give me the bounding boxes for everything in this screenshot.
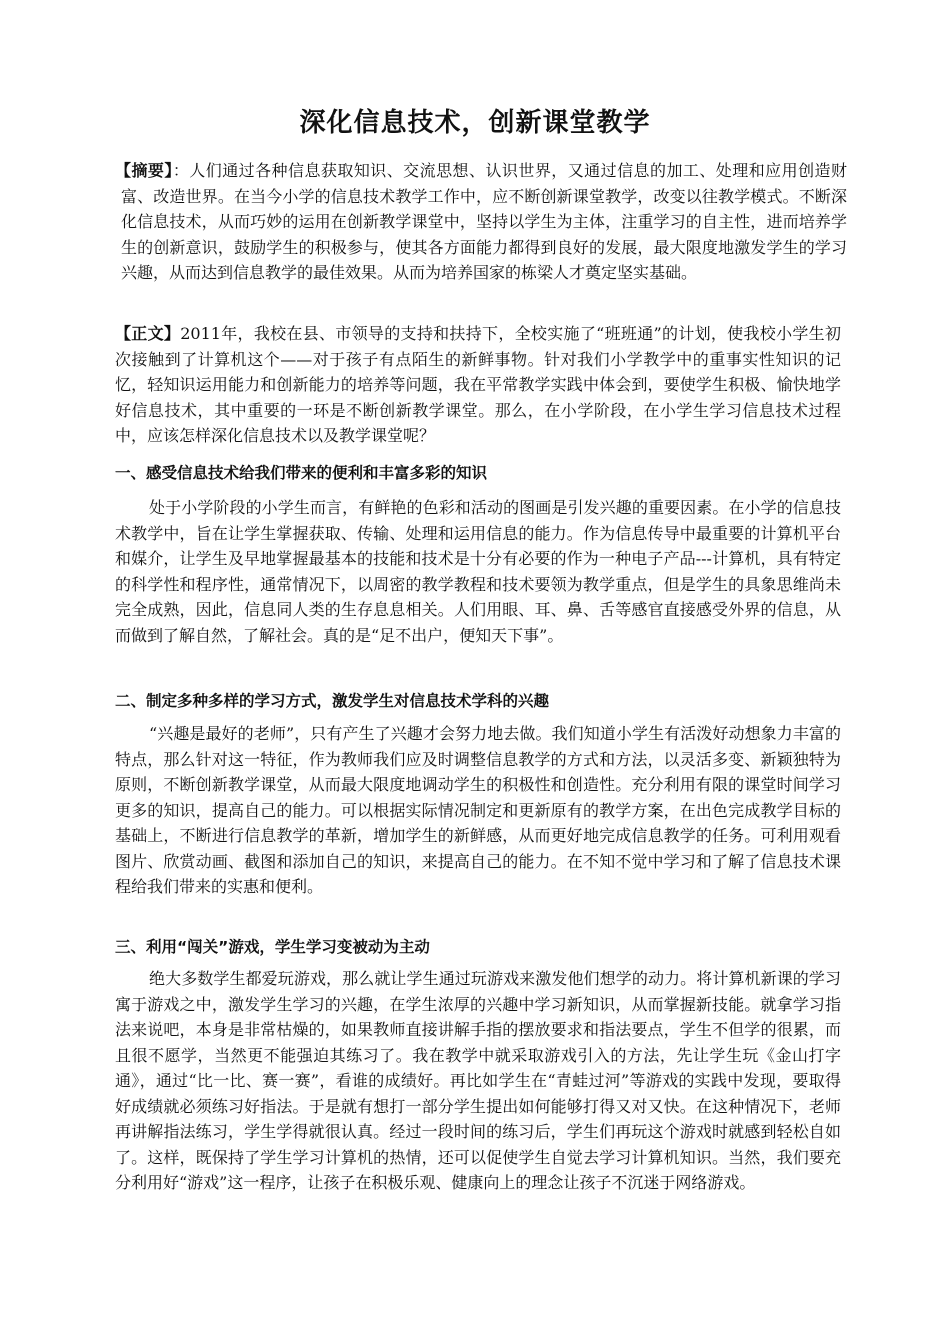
abstract-text: ：人们通过各种信息获取知识、交流思想、认识世界，又通过信息的加工、处理和应用创造财富、改造世界。在当今小学的信息技术教学工作中，应不断创新课堂教学，改变以往教学模式。不断深化信息技术，从而巧妙的运用在创新教学课堂中，坚持以学生为主体，注重学习的自主性，进而培养学生的创新意识，鼓励学生的积极参与，使其各方面能力都得到良好的发展，最大限度地激发学生的学习兴趣，从而达到信息教学的最佳效果。从而为培养国家的栋梁人才奠定坚实基础。: [121, 161, 847, 282]
section-heading-3: 三、利用“闯关”游戏，学生学习变被动为主动: [115, 938, 430, 956]
section-paragraph-3: 绝大多数学生都爱玩游戏，那么就让学生通过玩游戏来激发他们想学的动力。将计算机新课的学习寓于游戏之中，激发学生学习的兴趣，在学生浓厚的兴趣中学习新知识，从而掌握新技能。就拿学习指法来说吧，本身是非常枯燥的，如果教师直接讲解手指的摆放要求和指法要点，学生不但学的很累，而且很不愿学，当然更不能强迫其练习了。我在教学中就采取游戏引入的方法，先让学生玩《金山打字通》，通过“比一比、赛一赛”，看谁的成绩好。再比如学生在“青蛙过河”等游戏的实践中发现，要取得好成绩就必须练习好指法。于是就有想打一部分学生提出如何能够打得又对又快。在这种情况下，老师再讲解指法练习，学生学得就很认真。经过一段时间的练习后，学生们再玩这个游戏时就感到轻松自如了。这样，既保持了学生学习计算机的热情，还可以促使学生自觉去学习计算机知识。当然，我们要充分利用好“游戏”这一程序，让孩子在积极乐观、健康向上的理念让孩子不沉迷于网络游戏。: [115, 969, 841, 1192]
main-text-label: 【正文】: [115, 324, 181, 343]
document-title: 深化信息技术，创新课堂教学: [299, 108, 651, 138]
section-heading-1: 一、感受信息技术给我们带来的便利和丰富多彩的知识: [115, 464, 488, 482]
section-heading-2: 二、制定多种多样的学习方式，激发学生对信息技术学科的兴趣: [115, 692, 550, 710]
section-paragraph-1: 处于小学阶段的小学生而言，有鲜艳的色彩和活动的图画是引发兴趣的重要因素。在小学的信息技术教学中，旨在让学生掌握获取、传输、处理和运用信息的能力。作为信息传导中最重要的计算机平台和媒介，让学生及早地掌握最基本的技能和技术是十分有必要的作为一种电子产品---计算机，具有特定的科学性和程序性，通常情况下，以周密的教学教程和技术要领为教学重点，但是学生的具象思维尚未完全成熟，因此，信息同人类的生存息息相关。人们用眼、耳、鼻、舌等感官直接感受外界的信息，从而做到了解自然，了解社会。真的是“足不出户，便知天下事”。: [115, 498, 841, 645]
abstract-paragraph: [115, 158, 847, 286]
section-paragraph-2: “兴趣是最好的老师”，只有产生了兴趣才会努力地去做。我们知道小学生有活泼好动想象力丰富的特点，那么针对这一特征，作为教师我们应及时调整信息教学的方式和方法，以灵活多变、新颖独特为原则，不断创新教学课堂，从而最大限度地调动学生的积极性和创造性。充分利用有限的课堂时间学习更多的知识，提高自己的能力。可以根据实际情况制定和更新原有的教学方案，在出色完成教学目标的基础上，不断进行信息教学的革新，增加学生的新鲜感，从而更好地完成信息教学的任务。可利用观看图片、欣赏动画、截图和添加自己的知识，来提高自己的能力。在不知不觉中学习和了解了信息技术课程给我们带来的实惠和便利。: [115, 724, 841, 896]
main-text-paragraph: [115, 321, 841, 449]
main-text-body: 2011年，我校在县、市领导的支持和扶持下，全校实施了“班班通”的计划，使我校小学生初次接触到了计算机这个——对于孩子有点陌生的新鲜事物。针对我们小学教学中的重事实性知识的记忆，轻知识运用能力和创新能力的培养等问题，我在平常教学实践中体会到，要使学生积极、愉快地学好信息技术，其中重要的一环是不断创新教学课堂。那么，在小学阶段，在小学生学习信息技术过程中，应该怎样深化信息技术以及教学课堂呢？: [115, 324, 841, 445]
abstract-label: 【摘要】: [115, 161, 173, 180]
